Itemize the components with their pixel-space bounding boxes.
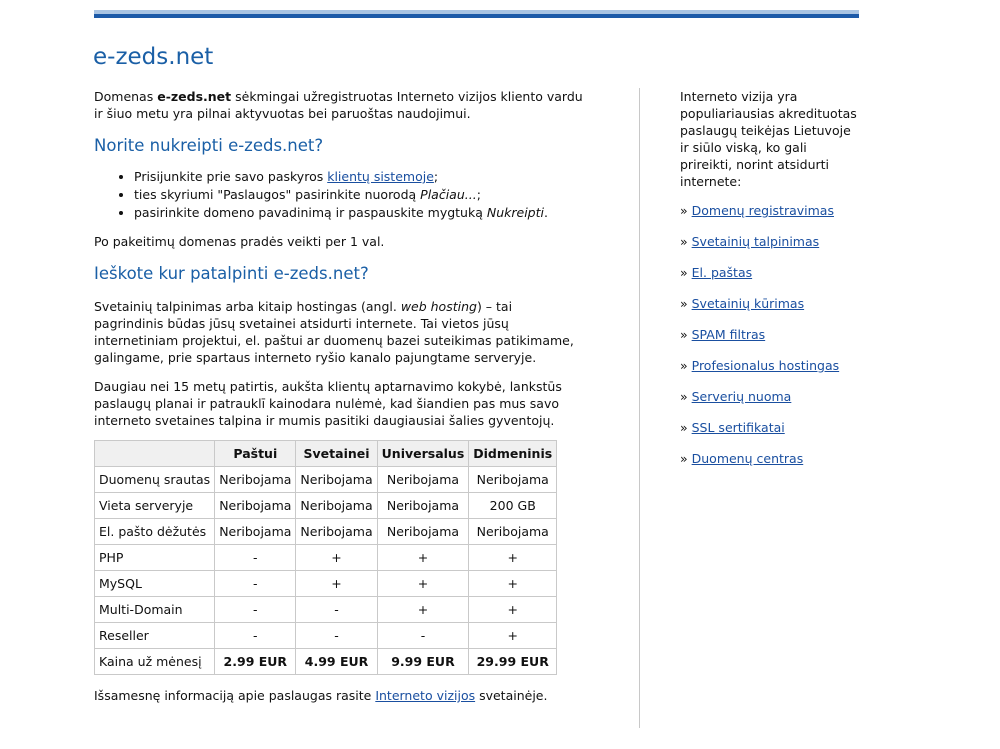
table-cell: - bbox=[215, 597, 296, 623]
site-title: e-zeds.net bbox=[93, 44, 214, 70]
hosting-paragraph-2: Daugiau nei 15 metų patirtis, aukšta klientų aptarnavimo kokybė, lankstūs paslaugų planai ir patrauklī kainodara nulėmė, kad šiandien pas mus savo interneto svetaines talpina ir mumis pasitiki daugiausiai šalies gyventojų. bbox=[94, 379, 562, 428]
sidebar-bullet: » bbox=[680, 389, 692, 404]
table-cell: + bbox=[469, 597, 557, 623]
sidebar-item bbox=[680, 388, 860, 405]
table-cell: Neribojama bbox=[469, 467, 557, 493]
plan-header-svetainei: Svetainei bbox=[296, 441, 377, 467]
table-cell: + bbox=[469, 623, 557, 649]
sidebar-item bbox=[680, 357, 860, 374]
hosting-p1-end: ) – tai pagrindinis būdas jūsų svetainei atsidurti internete. Tai vietos jūsų internetiniam projektui, el. paštui ar duomenų bazei suteikimas patikimame, galingame, prie spartaus interneto ryšio kanalo pajungtame serveryje. bbox=[94, 299, 574, 365]
intro-domain-name: e-zeds.net bbox=[157, 89, 232, 104]
sidebar-bullet: » bbox=[680, 451, 692, 466]
row-label: MySQL bbox=[95, 571, 215, 597]
redirect-step-2 bbox=[134, 186, 584, 204]
interneto-vizija-link[interactable]: Interneto vizijos bbox=[375, 688, 476, 703]
table-cell: + bbox=[377, 597, 469, 623]
sidebar-bullet: » bbox=[680, 327, 692, 342]
table-cell: Neribojama bbox=[296, 467, 377, 493]
hosting-heading: Ieškote kur patalpinti e-zeds.net? bbox=[94, 264, 369, 283]
table-cell: + bbox=[377, 545, 469, 571]
table-cell: - bbox=[215, 545, 296, 571]
sidebar-bullet: » bbox=[680, 420, 692, 435]
table-cell: - bbox=[377, 623, 469, 649]
step-3-text: pasirinkite domeno pavadinimą ir paspauskite mygtuką bbox=[134, 205, 487, 220]
client-system-link[interactable]: klientų sistemoje bbox=[327, 169, 434, 184]
redirect-steps-list bbox=[94, 168, 584, 222]
main-content bbox=[94, 88, 584, 704]
plan-header-didmeninis: Didmeninis bbox=[469, 441, 557, 467]
sidebar bbox=[680, 88, 860, 481]
table-corner-cell bbox=[95, 441, 215, 467]
step-2-emphasis: Plačiau... bbox=[420, 187, 477, 202]
redirect-note: Po pakeitimų domenas pradės veikti per 1 val. bbox=[94, 234, 385, 249]
sidebar-bullet: » bbox=[680, 296, 692, 311]
sidebar-link-domenu-registravimas[interactable]: Domenų registravimas bbox=[691, 203, 834, 218]
sidebar-item bbox=[680, 202, 860, 219]
sidebar-link-duomenu-centras[interactable]: Duomenų centras bbox=[691, 451, 804, 466]
column-divider bbox=[639, 88, 640, 728]
table-cell: - bbox=[215, 571, 296, 597]
step-1-punctuation: ; bbox=[433, 169, 439, 184]
table-row bbox=[95, 571, 557, 597]
table-cell: + bbox=[296, 571, 377, 597]
step-1-text: Prisijunkite prie savo paskyros bbox=[134, 169, 328, 184]
sidebar-item bbox=[680, 419, 860, 436]
intro-paragraph bbox=[94, 88, 584, 122]
sidebar-link-ssl-sertifikatai[interactable]: SSL sertifikatai bbox=[691, 420, 785, 435]
sidebar-bullet: » bbox=[680, 265, 692, 280]
price-cell: 2.99 EUR bbox=[215, 649, 296, 675]
table-cell: Neribojama bbox=[377, 493, 469, 519]
sidebar-item bbox=[680, 233, 860, 250]
hosting-paragraph-1 bbox=[94, 298, 584, 366]
table-cell: - bbox=[296, 623, 377, 649]
row-label: Vieta serveryje bbox=[95, 493, 215, 519]
plan-header-pastui: Paštui bbox=[215, 441, 296, 467]
redirect-step-3 bbox=[134, 204, 584, 222]
table-cell: 200 GB bbox=[469, 493, 557, 519]
table-cell: Neribojama bbox=[296, 493, 377, 519]
footer-text-start: Išsamesnę informaciją apie paslaugas rasite bbox=[94, 688, 376, 703]
table-cell: + bbox=[469, 545, 557, 571]
row-label: Multi-Domain bbox=[95, 597, 215, 623]
sidebar-link-el-pastas[interactable]: El. paštas bbox=[691, 265, 753, 280]
sidebar-link-svetainiu-talpinimas[interactable]: Svetainių talpinimas bbox=[691, 234, 820, 249]
table-cell: Neribojama bbox=[215, 467, 296, 493]
price-cell: 9.99 EUR bbox=[377, 649, 469, 675]
intro-text-end: sėkmingai užregistruotas Interneto vizijos kliento vardu ir šiuo metu yra pilnai aktyvuotas bei paruoštas naudojimui. bbox=[94, 89, 583, 121]
table-cell: - bbox=[296, 597, 377, 623]
intro-text-start: Domenas bbox=[94, 89, 158, 104]
table-header-row bbox=[95, 441, 557, 467]
step-2-text: ties skyriumi "Paslaugos" pasirinkite nuorodą bbox=[134, 187, 421, 202]
table-cell: Neribojama bbox=[377, 467, 469, 493]
table-row bbox=[95, 623, 557, 649]
table-row bbox=[95, 467, 557, 493]
sidebar-links bbox=[680, 202, 860, 467]
row-label: El. pašto dėžutės bbox=[95, 519, 215, 545]
hosting-p1-emphasis: web hosting bbox=[400, 299, 477, 314]
price-cell: 4.99 EUR bbox=[296, 649, 377, 675]
sidebar-item bbox=[680, 326, 860, 343]
row-label: Reseller bbox=[95, 623, 215, 649]
table-row bbox=[95, 545, 557, 571]
sidebar-link-serveriu-nuoma[interactable]: Serverių nuoma bbox=[691, 389, 792, 404]
footer-text-end: svetainėje. bbox=[475, 688, 548, 703]
table-row bbox=[95, 597, 557, 623]
redirect-step-1 bbox=[134, 168, 584, 186]
sidebar-blurb: Interneto vizija yra populiariausias akredituotas paslaugų teikėjas Lietuvoje ir siūlo viską, ko gali prireikti, norint atsidurti internete: bbox=[680, 89, 857, 189]
sidebar-link-svetainiu-kurimas[interactable]: Svetainių kūrimas bbox=[691, 296, 805, 311]
sidebar-link-profesionalus-hostingas[interactable]: Profesionalus hostingas bbox=[691, 358, 840, 373]
hosting-plans-table bbox=[94, 440, 557, 675]
sidebar-bullet: » bbox=[680, 234, 692, 249]
plan-header-universalus: Universalus bbox=[377, 441, 469, 467]
table-cell: + bbox=[296, 545, 377, 571]
price-row bbox=[95, 649, 557, 675]
table-cell: + bbox=[469, 571, 557, 597]
table-cell: + bbox=[377, 571, 469, 597]
price-cell: 29.99 EUR bbox=[469, 649, 557, 675]
row-label: Duomenų srautas bbox=[95, 467, 215, 493]
table-cell: Neribojama bbox=[215, 519, 296, 545]
redirect-heading: Norite nukreipti e-zeds.net? bbox=[94, 136, 324, 155]
step-2-punctuation: ; bbox=[476, 187, 481, 202]
header-bar-highlight bbox=[94, 10, 859, 14]
sidebar-bullet: » bbox=[680, 358, 692, 373]
step-3-emphasis: Nukreipti bbox=[486, 205, 544, 220]
table-row bbox=[95, 519, 557, 545]
row-label: PHP bbox=[95, 545, 215, 571]
step-3-punctuation: . bbox=[543, 205, 548, 220]
sidebar-link-spam-filtras[interactable]: SPAM filtras bbox=[691, 327, 766, 342]
table-row bbox=[95, 493, 557, 519]
hosting-p1-start: Svetainių talpinimas arba kitaip hostingas (angl. bbox=[94, 299, 401, 314]
sidebar-bullet: » bbox=[680, 203, 692, 218]
table-cell: - bbox=[215, 623, 296, 649]
sidebar-item bbox=[680, 450, 860, 467]
table-cell: Neribojama bbox=[469, 519, 557, 545]
sidebar-item bbox=[680, 264, 860, 281]
table-cell: Neribojama bbox=[296, 519, 377, 545]
table-cell: Neribojama bbox=[377, 519, 469, 545]
row-label: Kaina už mėnesį bbox=[95, 649, 215, 675]
sidebar-item bbox=[680, 295, 860, 312]
table-cell: Neribojama bbox=[215, 493, 296, 519]
footer-paragraph bbox=[94, 687, 584, 704]
